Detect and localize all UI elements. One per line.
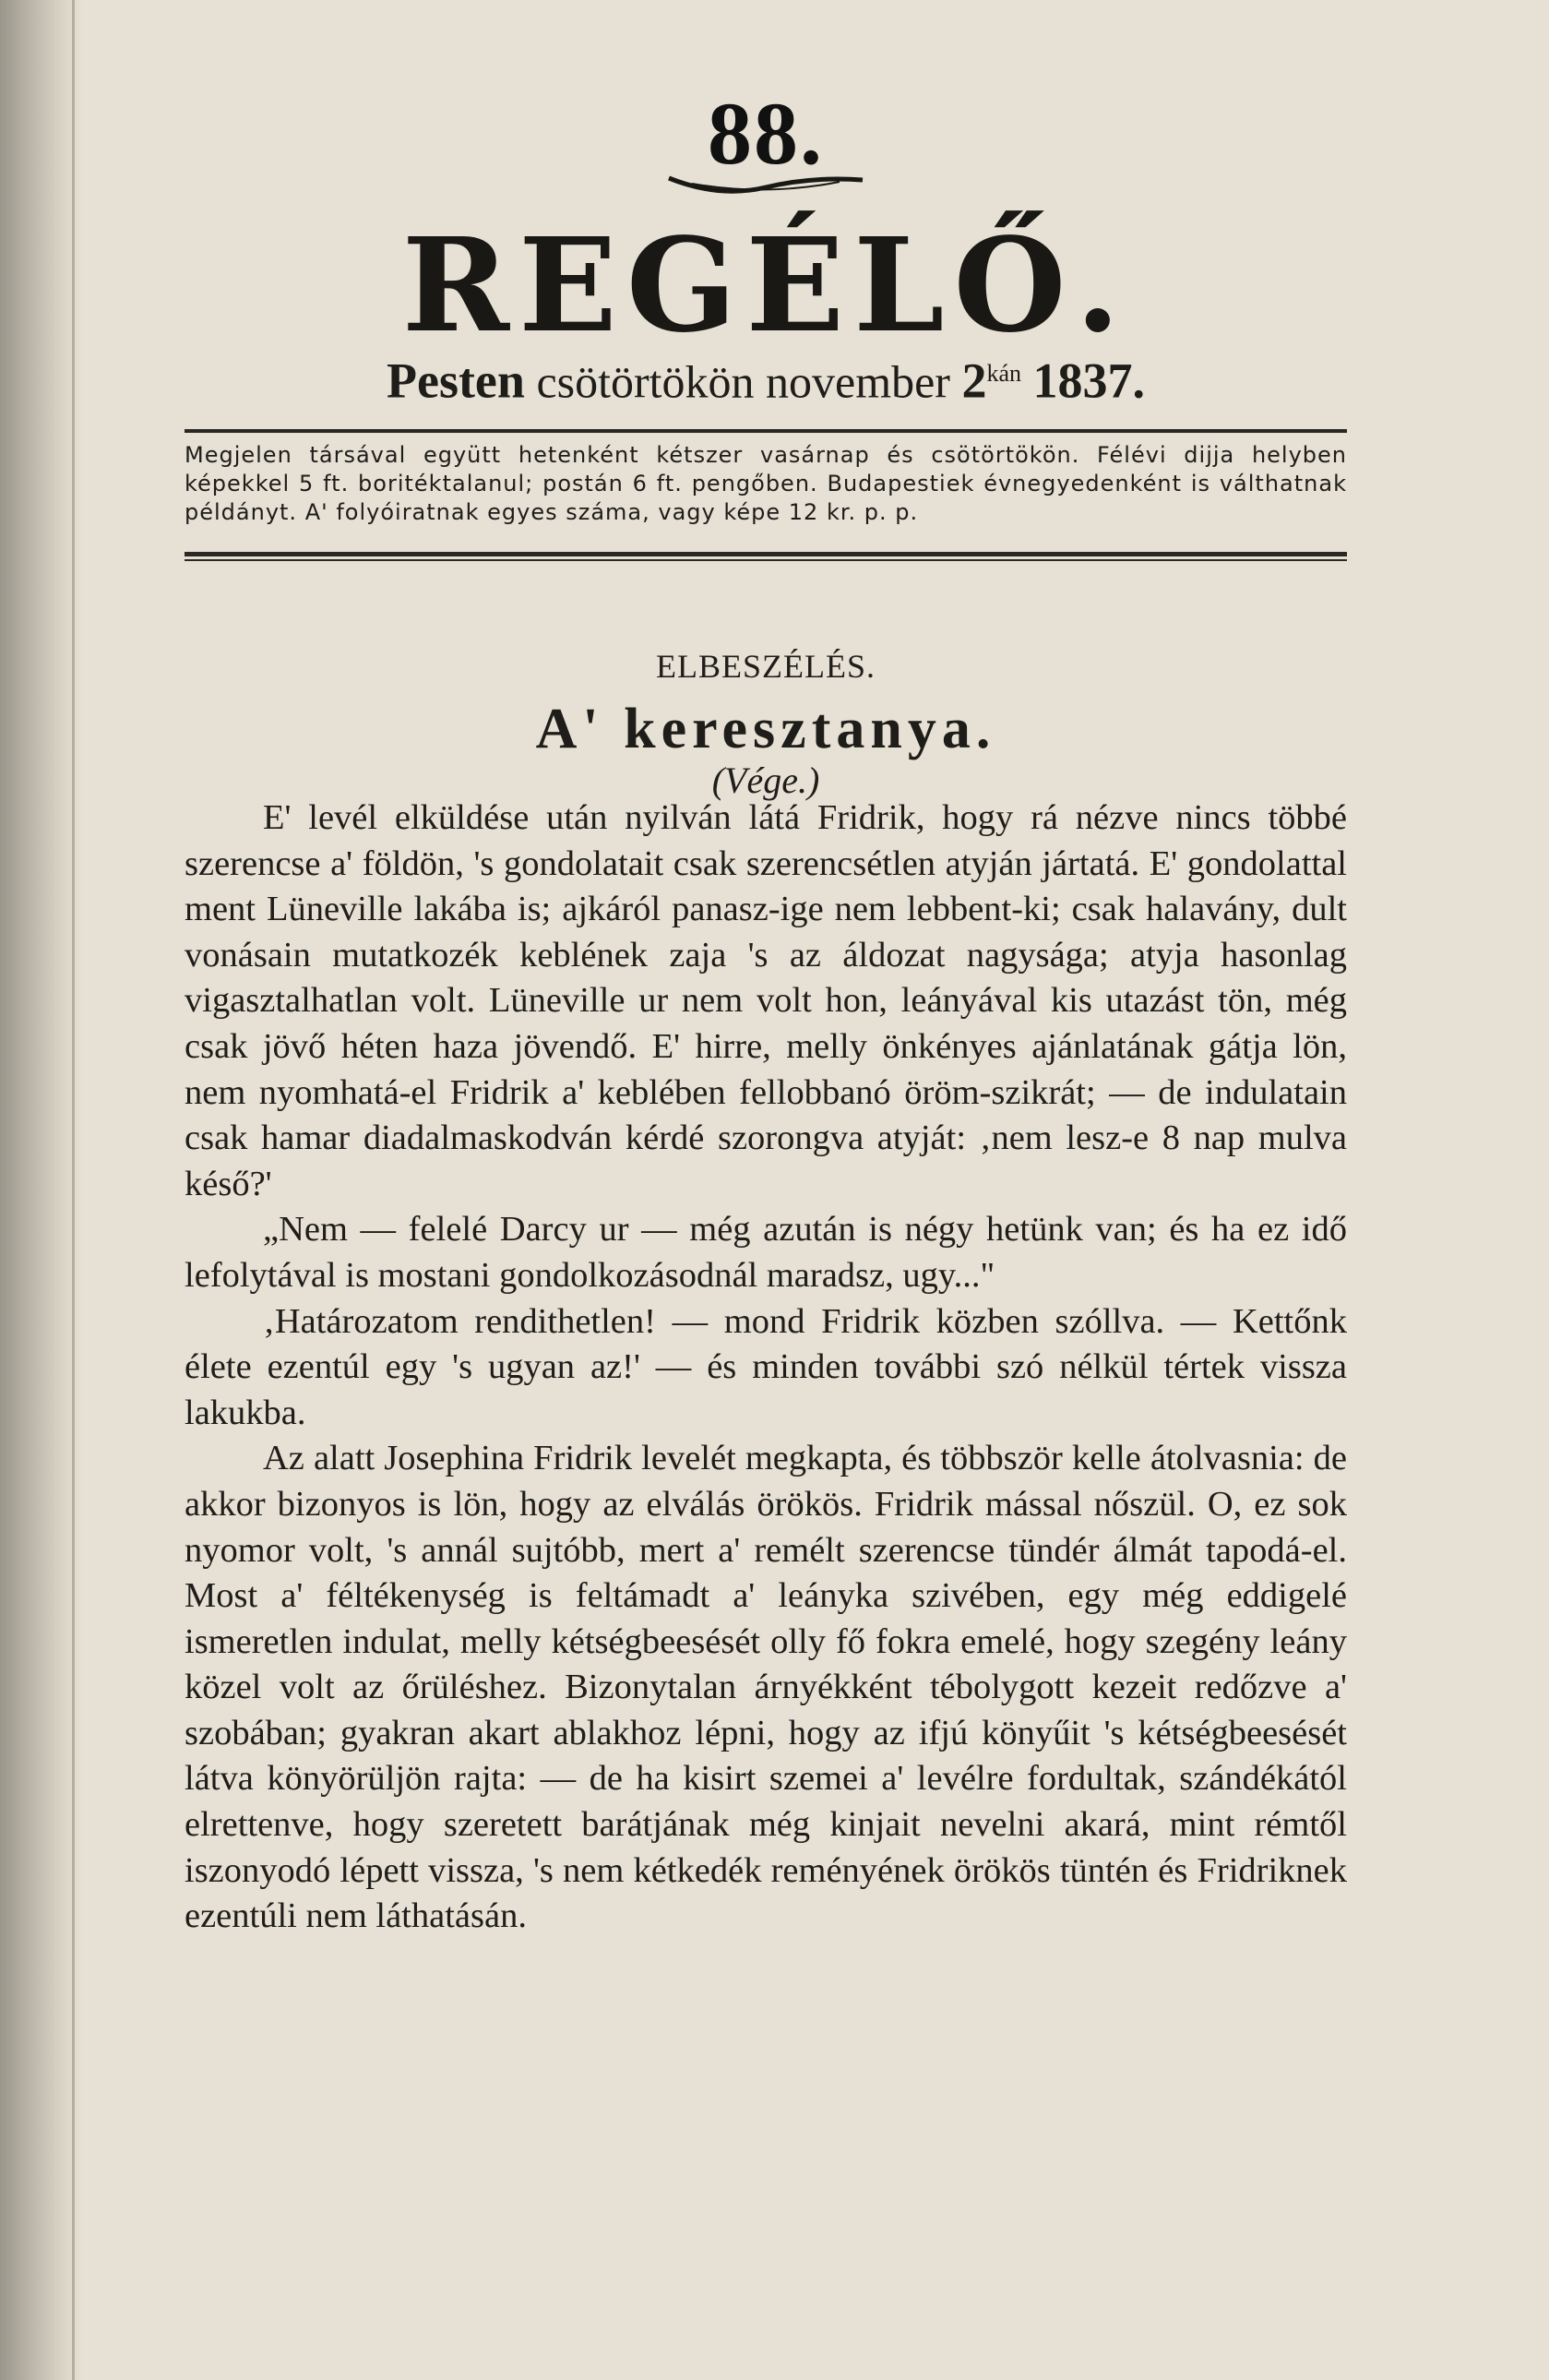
dateline — [185, 346, 1347, 410]
issue-number: 88. — [708, 84, 824, 183]
article-body — [185, 795, 1347, 1940]
header-rule — [185, 429, 1347, 433]
paragraph: Az alatt Josephina Fridrik levelét megkapta, és többször kelle átolvasnia: de akkor bizonyos is lön, hogy az elválás örökös. Fridrik mással nőszül. O, ez sok nyomor volt, 's annál sujtóbb, mert a' remélt szerencse tündér álmát tapodá-el. Most a' féltékenység is feltámadt a' leányka szivében, egy még eddigelé ismeretlen indulat, melly kétségbeesését olly fő fokra emelé, hogy szegény leány közel volt az őrüléshez. Bizonytalan árnyékként tébolygott kezeit redőzve a' szobában; gyakran akart ablakhoz lépni, hogy az ifjú könyűit 's kétségbeesését látva könyörüljön rajta: — de ha kisirt szemei a' levélre fordultak, szándékától elrettenve, hogy szeretett barátjának még kinjait nevelni akará, mint rémtől iszonyodó lépett vissza, 's nem kétkedék reményének örökös tüntén és Fridriknek ezentúli nem láthatásán. — [185, 1439, 1347, 1936]
dateline-day: 2 — [961, 353, 987, 409]
dateline-day-suffix: kán — [986, 360, 1021, 387]
paragraph: E' levél elküldése után nyilván látá Fridrik, hogy rá nézve nincs többé szerencse a' földön, 's gondolatait csak szerencsétlen atyján jártatá. E' gondolattal ment Lüneville lakába is; ajkáról panasz-ige nem lebbent-ki; csak halavány, dult vonásain mutatkozék keblének zaja 's az áldozat nagysága; atyja hasonlag vigasztalhatlan volt. Lüneville ur nem volt hon, leányával kis utazást tön, még csak jövő héten haza jövendő. E' hirre, melly önkényes ajánlatának gátja lön, nem nyomhatá-el Fridrik a' keblében fellobbanó öröm-szikrát; — de indulatain csak hamar diadalmaskodván kérdé szorongva atyját: ‚nem lesz-e 8 nap mulva késő?' — [185, 798, 1347, 1203]
section-title: ELBESZÉLÉS. — [656, 648, 876, 685]
dateline-text: csötörtökön november — [536, 355, 950, 408]
story-subtitle: (Vége.) — [711, 759, 820, 801]
masthead-title: REGÉLŐ. — [401, 210, 1130, 362]
story-title: A' keresztanya. — [535, 698, 996, 760]
header-rule-bottom — [185, 552, 1347, 556]
dateline-year: 1837. — [1032, 353, 1145, 409]
newspaper-page — [185, 0, 1347, 2380]
dateline-city: Pesten — [386, 353, 525, 409]
ornament-swash-icon — [664, 171, 867, 198]
paragraph: ‚Határozatom rendithetlen! — mond Fridrik közben szóllva. — Kettőnk élete ezentúl egy 's ugyan az!' — és minden további szó nélkül tértek vissza lakukba. — [185, 1301, 1347, 1432]
header-rule-bottom-thin — [185, 559, 1347, 561]
binding-shadow — [0, 0, 83, 2380]
binding-edge — [72, 0, 75, 2380]
paragraph: „Nem — felelé Darcy ur — még azután is négy hetünk van; és ha ez idő lefolytával is mostani gondolkozásodnál maradsz, ugy..." — [185, 1210, 1347, 1295]
subscription-notice: Megjelen társával együtt hetenként kétszer vasárnap és csötörtökön. Félévi dijja helyben képekkel 5 ft. boritéktalanul; postán 6 ft. pengőben. Budapestiek évnegyedenként is válthatnak példányt. A' folyóiratnak egyes száma, vagy képe 12 kr. p. p. — [185, 442, 1347, 525]
